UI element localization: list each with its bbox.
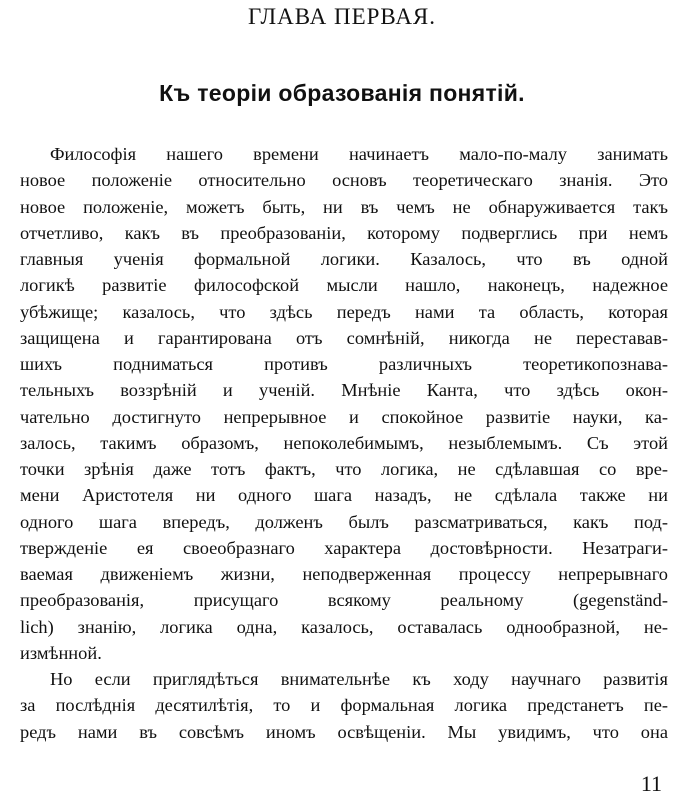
text-line: одного шага впередъ, долженъ былъ разсматриваться, какъ под-: [20, 511, 668, 532]
text-line: логикѣ развитіе философской мысли нашло, наконецъ, надежное: [20, 275, 668, 296]
text-line: редъ нами въ совсѣмъ иномъ освѣщеніи. Мы увидимъ, что она: [20, 721, 668, 742]
paragraph-1: [20, 141, 668, 666]
text-line: преобразованія, присущаго всякому реальному (gegenständ-: [20, 590, 668, 611]
text-line: lich) знанію, логика одна, казалось, оставалась однообразной, не-: [20, 616, 668, 637]
text-line: точки зрѣнія даже тотъ фактъ, что логика, не сдѣлавшая со вре-: [20, 459, 668, 479]
text-line: мени Аристотеля ни одного шага назадъ, не сдѣлала также ни: [20, 485, 668, 506]
text-line: твержденіе ея своеобразнаго характера достовѣрности. Незатраги-: [20, 537, 668, 558]
text-line: Философія нашего времени начинаетъ мало-по-малу занимать: [50, 144, 668, 164]
text-line: ваемая движеніемъ жизни, неподверженная процессу непрерывнаго: [20, 564, 668, 584]
text-line: новое положеніе, можетъ быть, ни въ чемъ не обнаруживается такъ: [20, 196, 668, 217]
section-title: Къ теоріи образованія понятій.: [159, 80, 525, 106]
text-line: главныя ученія формальной логики. Казалось, что въ одной: [20, 249, 668, 269]
text-line: тельныхъ воззрѣній и ученій. Мнѣніе Канта, что здѣсь окон-: [20, 380, 668, 401]
text-line: залось, такимъ образомъ, непоколебимымъ, незыблемымъ. Съ этой: [20, 432, 668, 453]
text-line: измѣнной.: [20, 642, 102, 663]
body-text: [20, 141, 668, 745]
text-line: чательно достигнуто непрерывное и спокойное развитіе науки, ка-: [20, 406, 668, 427]
paragraph-2: [20, 666, 668, 745]
text-line: защищена и гарантирована отъ сомнѣній, никогда не переставав-: [20, 327, 668, 348]
text-line: отчетливо, какъ въ преобразованіи, которому подверглись при немъ: [20, 222, 668, 243]
chapter-heading: ГЛАВА ПЕРВАЯ.: [247, 4, 437, 29]
text-line: шихъ подниматься противъ различныхъ теоретикопознава-: [20, 354, 668, 374]
page-number: 11: [640, 771, 662, 796]
text-line: новое положеніе относительно основъ теоретическаго знанія. Это: [20, 170, 668, 191]
text-line: убѣжище; казалось, что здѣсь передъ нами та область, которая: [20, 301, 668, 322]
text-line: за послѣднія десятилѣтія, то и формальная логика предстанетъ пе-: [20, 695, 668, 716]
text-line: Но если приглядѣться внимательнѣе къ ходу научнаго развитія: [50, 669, 668, 689]
